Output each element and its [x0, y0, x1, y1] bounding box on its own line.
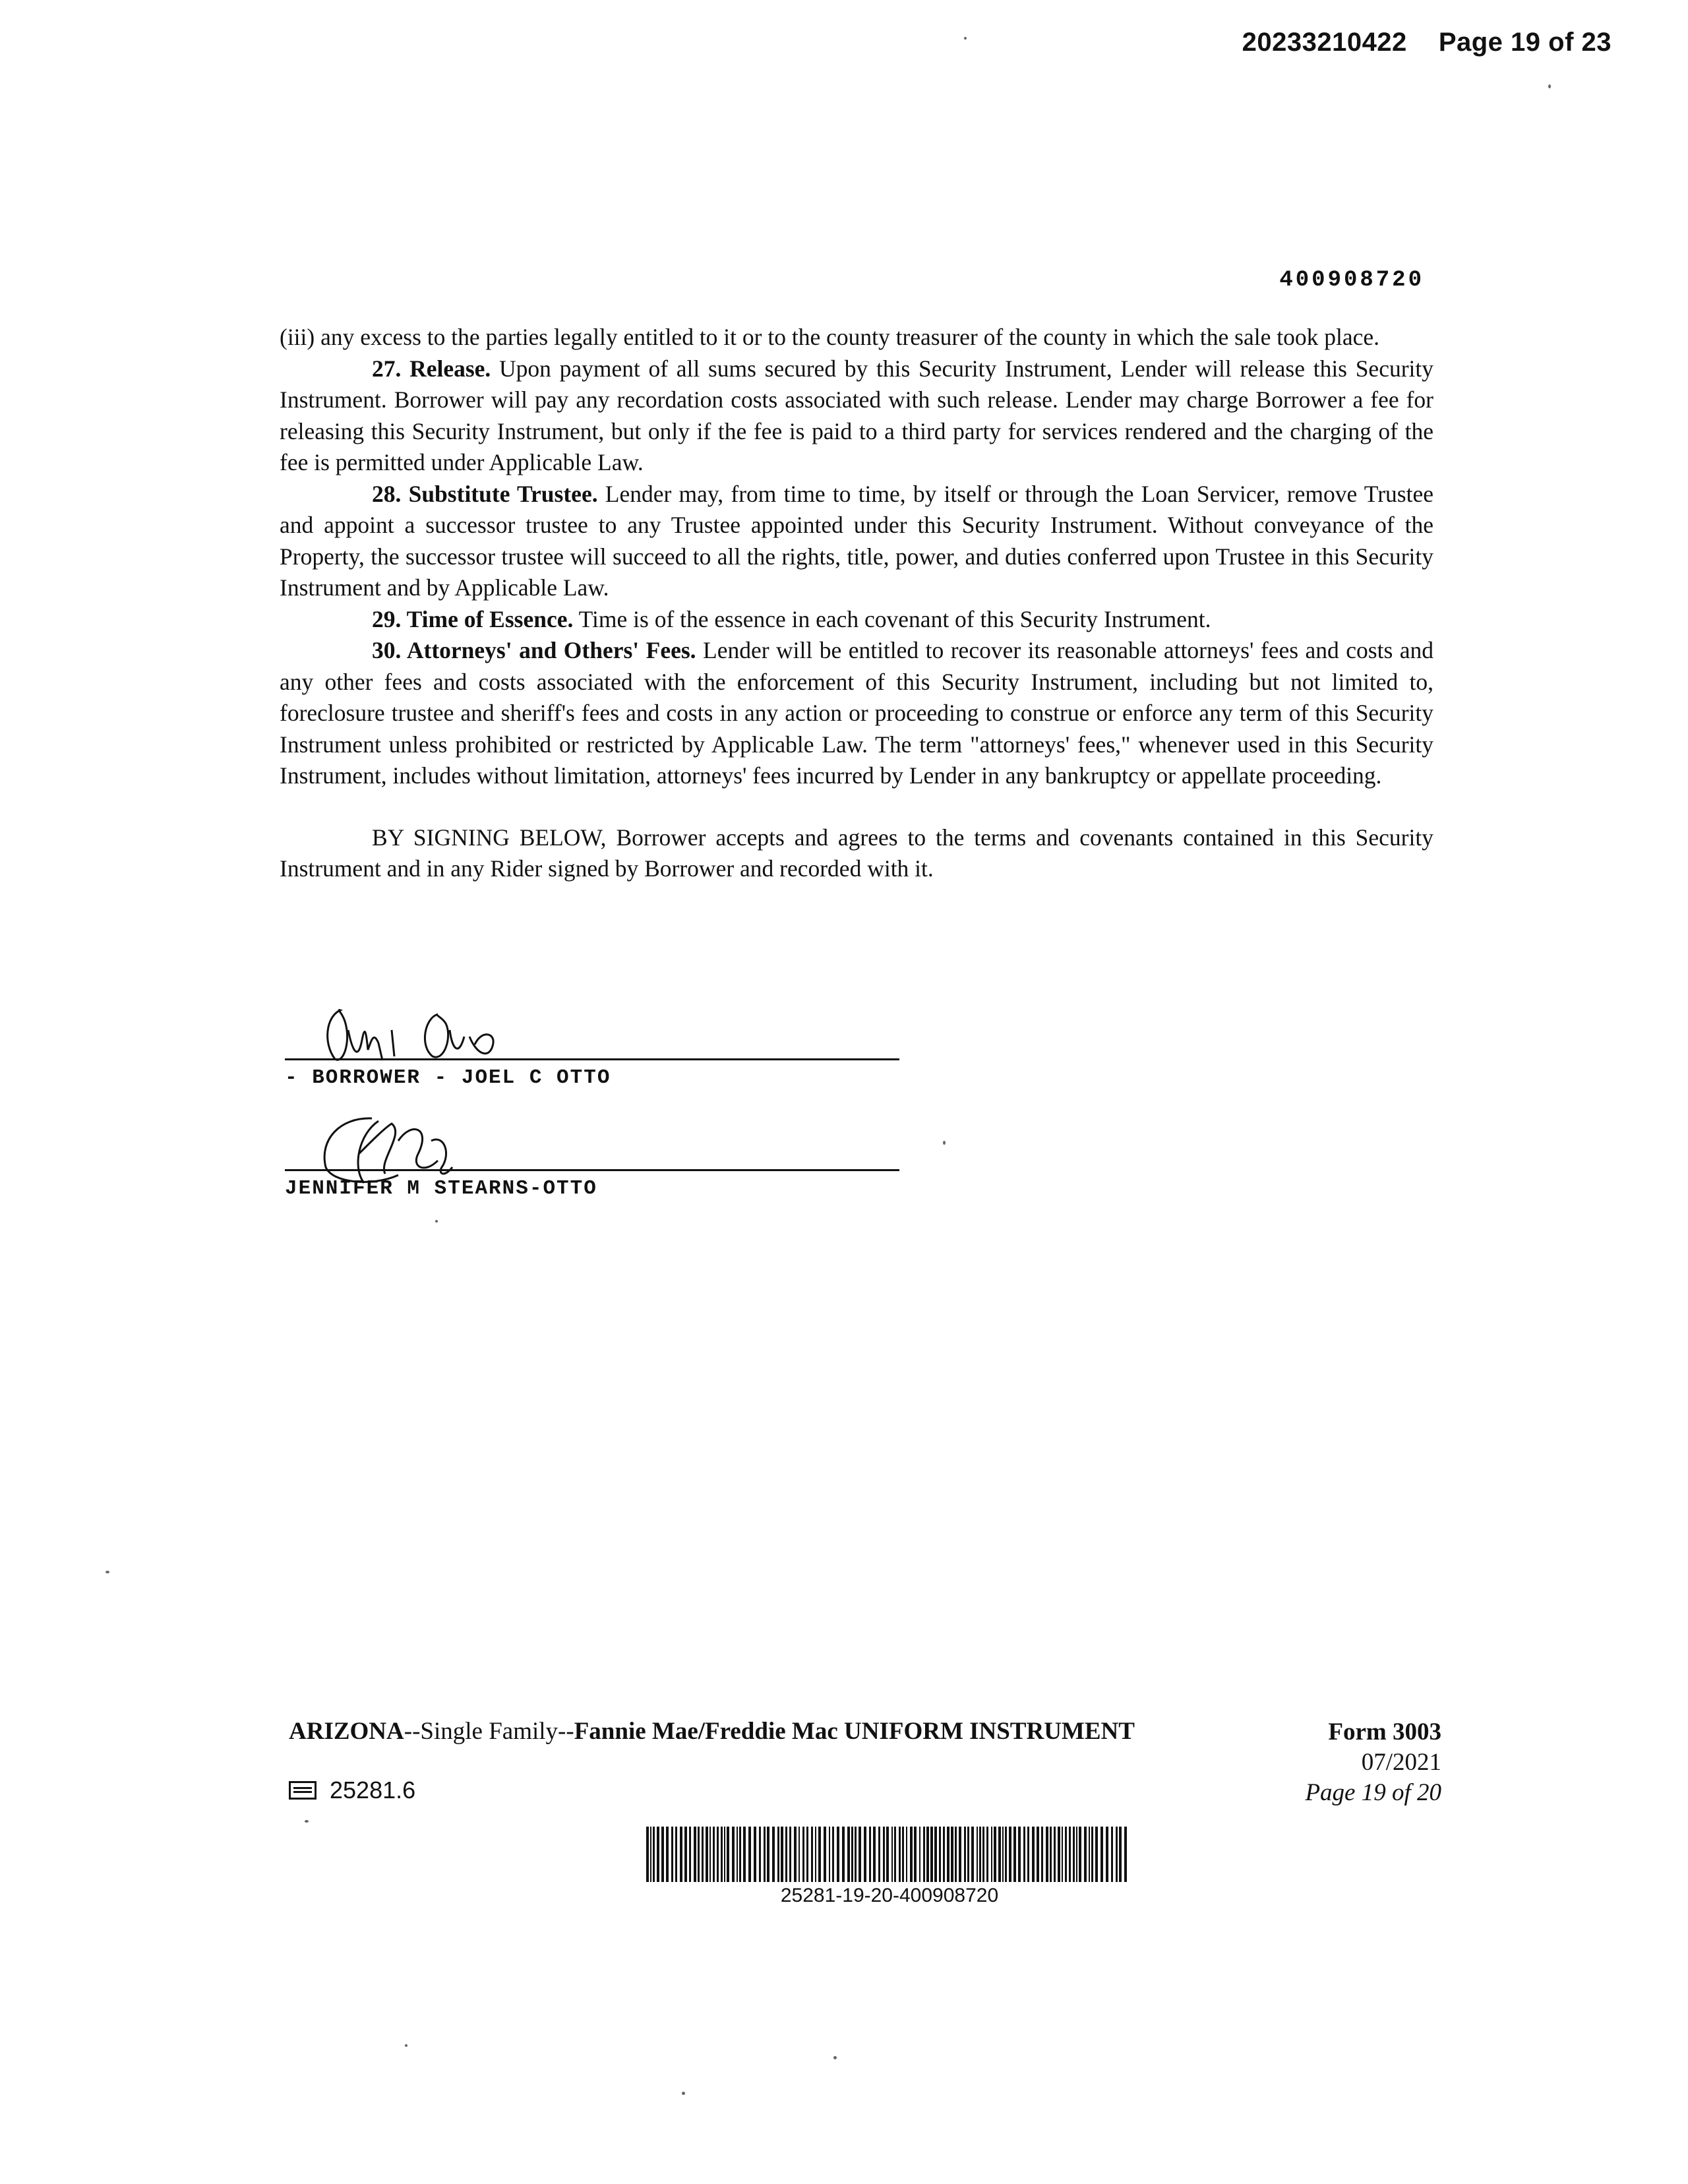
scan-speck	[682, 2092, 685, 2095]
barcode-bar	[1065, 1827, 1067, 1882]
barcode-bar	[698, 1827, 700, 1882]
barcode-bar	[724, 1827, 725, 1882]
barcode-bar	[1018, 1827, 1021, 1882]
signature-line	[285, 1169, 899, 1171]
barcode-bar	[785, 1827, 787, 1882]
barcode-bar	[906, 1827, 907, 1882]
vendor-code: 25281.6	[330, 1776, 416, 1804]
barcode-bar	[883, 1827, 885, 1882]
barcode-bar	[919, 1827, 920, 1882]
barcode-bar	[1054, 1827, 1056, 1882]
barcode-bar	[1111, 1827, 1113, 1882]
barcode-bar	[943, 1827, 945, 1882]
recording-page-label: Page 19 of 23	[1438, 28, 1612, 57]
barcode-bar	[737, 1827, 738, 1882]
barcode-bar	[1076, 1827, 1077, 1882]
barcode-bar	[772, 1827, 775, 1882]
section-29	[280, 604, 1433, 636]
barcode-bar	[794, 1827, 797, 1882]
section-heading: 27. Release.	[372, 355, 491, 382]
barcode-bar	[971, 1827, 974, 1882]
barcode-bar	[894, 1827, 896, 1882]
barcode-image	[646, 1827, 1133, 1882]
barcode-bar	[806, 1827, 808, 1882]
barcode-bar	[914, 1827, 917, 1882]
form-title	[289, 1717, 1135, 1745]
barcode-bar	[1100, 1827, 1103, 1882]
barcode-bar	[759, 1827, 761, 1882]
barcode-bar	[748, 1827, 751, 1882]
barcode-bar	[1005, 1827, 1007, 1882]
form-state: ARIZONA	[289, 1718, 404, 1745]
barcode-bar	[930, 1827, 933, 1882]
co-borrower-name: JENNIFER M STEARNS-OTTO	[285, 1177, 597, 1200]
barcode-bar	[1124, 1827, 1127, 1882]
scan-speck	[1548, 84, 1551, 88]
barcode-bar	[732, 1827, 735, 1882]
section-heading: 29. Time of Essence.	[372, 605, 574, 632]
barcode-bar	[1069, 1827, 1071, 1882]
section-text: Time is of the essence in each covenant of this Security Instrument.	[573, 605, 1211, 632]
barcode-bar	[1037, 1827, 1039, 1882]
barcode-bar	[959, 1827, 961, 1882]
barcode-bar	[1009, 1827, 1011, 1882]
barcode-bar	[832, 1827, 834, 1882]
co-borrower-signature-image	[280, 1114, 899, 1187]
barcode-bar	[891, 1827, 893, 1882]
barcode-bar	[717, 1827, 719, 1882]
form-instrument: Fannie Mae/Freddie Mac UNIFORM INSTRUMENT	[574, 1718, 1135, 1745]
barcode-bar	[666, 1827, 669, 1882]
barcode-bar	[777, 1827, 779, 1882]
barcode-bar	[964, 1827, 966, 1882]
recording-number: 20233210422	[1242, 28, 1407, 57]
barcode-bar	[851, 1827, 853, 1882]
barcode-bar	[864, 1827, 866, 1882]
barcode-bar	[709, 1827, 711, 1882]
barcode-bar	[650, 1827, 651, 1882]
barcode-bar	[982, 1827, 984, 1882]
scan-speck	[943, 1141, 946, 1145]
barcode-bar	[789, 1827, 791, 1882]
form-info	[1305, 1717, 1441, 1808]
paragraph-continuation: (iii) any excess to the parties legally entitled to it or to the county treasurer of the county in which the sale took place.	[280, 324, 1379, 350]
barcode-bar	[829, 1827, 830, 1882]
scan-speck	[964, 37, 967, 40]
barcode-bar	[869, 1827, 871, 1882]
barcode-bar	[923, 1827, 925, 1882]
form-number: Form 3003	[1328, 1718, 1441, 1745]
barcode-bar	[1119, 1827, 1122, 1882]
borrower-signature-block	[280, 1004, 899, 1089]
barcode-bar	[684, 1827, 687, 1882]
form-page: Page 19 of 20	[1305, 1779, 1441, 1806]
barcode-bar	[727, 1827, 729, 1882]
barcode-bar	[947, 1827, 950, 1882]
barcode-bar	[951, 1827, 953, 1882]
barcode-bar	[694, 1827, 696, 1882]
barcode-bar	[998, 1827, 1001, 1882]
barcode-bar	[847, 1827, 850, 1882]
barcode-bar	[675, 1827, 677, 1882]
barcode-bar	[721, 1827, 723, 1882]
barcode-bar	[1041, 1827, 1043, 1882]
barcode-bar	[899, 1827, 901, 1882]
barcode-bar	[967, 1827, 969, 1882]
barcode-bar	[646, 1827, 649, 1882]
barcode-bar	[689, 1827, 691, 1882]
barcode-bar	[713, 1827, 715, 1882]
vendor-logo-icon	[289, 1781, 316, 1800]
barcode-bar	[767, 1827, 769, 1882]
barcode-bar	[1023, 1827, 1025, 1882]
section-text: Upon payment of all sums secured by this Security Instrument, Lender will release this Security Instrument. Borrower will pay any recordation costs associated with such release. Lender may charge Borrower a fee for releasing this Security Instrument, but only if the fee is paid to a third party for services rendered and the charging of the fee is permitted under Applicable Law.	[280, 355, 1433, 475]
barcode-bar	[781, 1827, 783, 1882]
barcode-bar	[910, 1827, 913, 1882]
co-borrower-signature-block	[280, 1114, 899, 1200]
barcode-bar	[657, 1827, 659, 1882]
barcode-bar	[815, 1827, 816, 1882]
barcode-bar	[1002, 1827, 1004, 1882]
barcode-bar	[653, 1827, 655, 1882]
section-heading: 28. Substitute Trustee.	[372, 480, 598, 507]
barcode-bar	[859, 1827, 861, 1882]
section-text: Lender may, from time to time, by itself or through the Loan Servicer, remove Trustee and appoint a successor trustee to any Trustee appointed under this Security Instrument. Without conveyance of the Property, the successor trustee will succeed to all the rights, title, power, and duties conferred upon Trustee in this Security Instrument and by Applicable Law.	[280, 480, 1433, 601]
barcode-bar	[680, 1827, 682, 1882]
signature-line	[285, 1058, 899, 1060]
barcode-bar	[991, 1827, 992, 1882]
barcode-bar	[926, 1827, 929, 1882]
barcode-bar	[1027, 1827, 1029, 1882]
section-heading: 30. Attorneys' and Others' Fees.	[372, 637, 696, 663]
barcode-bar	[873, 1827, 876, 1882]
barcode-bar	[1095, 1827, 1098, 1882]
recording-header	[1242, 28, 1612, 57]
barcode-bar	[706, 1827, 708, 1882]
borrower-signature-image	[280, 1004, 899, 1063]
barcode-bar	[1058, 1827, 1060, 1882]
barcode-bar	[1084, 1827, 1087, 1882]
vendor-code-line	[289, 1776, 415, 1804]
barcode-bar	[671, 1827, 673, 1882]
barcode-bar	[754, 1827, 756, 1882]
scan-speck	[106, 1571, 109, 1573]
borrower-name: - BORROWER - JOEL C OTTO	[285, 1066, 611, 1089]
barcode-bar	[1089, 1827, 1090, 1882]
barcode-bar	[802, 1827, 804, 1882]
barcode-bar	[886, 1827, 889, 1882]
barcode-bar	[1073, 1827, 1075, 1882]
barcode-bar	[824, 1827, 826, 1882]
barcode-bar	[939, 1827, 941, 1882]
barcode-bar	[977, 1827, 978, 1882]
scan-speck	[305, 1820, 309, 1823]
barcode-bar	[878, 1827, 880, 1882]
scan-speck	[405, 2044, 407, 2047]
barcode-bar	[739, 1827, 741, 1882]
barcode-bar	[661, 1827, 664, 1882]
barcode-bar	[1062, 1827, 1063, 1882]
document-body	[280, 322, 1433, 885]
barcode-bar	[955, 1827, 957, 1882]
barcode-bar	[986, 1827, 988, 1882]
signing-statement: BY SIGNING BELOW, Borrower accepts and agrees to the terms and covenants contained in this Security Instrument and in any Rider signed by Borrower and recorded with it.	[280, 824, 1433, 882]
barcode-bar	[855, 1827, 857, 1882]
barcode-bar	[1050, 1827, 1052, 1882]
loan-number: 400908720	[1279, 268, 1424, 293]
section-27	[280, 353, 1433, 479]
section-text: Lender will be entitled to recover its reasonable attorneys' fees and costs and any other fees and costs associated with the enforcement of this Security Instrument, including but not limited to, foreclosure trustee and sheriff's fees and costs in any action or proceeding to construe or enforce any term of this Security Instrument unless prohibited or restricted by Applicable Law. The term "attorneys' fees," whenever used in this Security Instrument, includes without limitation, attorneys' fees incurred by Lender in any bankruptcy or appellate proceeding.	[280, 637, 1433, 789]
barcode-bar	[837, 1827, 839, 1882]
barcode-number: 25281-19-20-400908720	[780, 1885, 999, 1906]
scan-speck	[435, 1220, 438, 1223]
barcode-bar	[1091, 1827, 1093, 1882]
barcode-bar	[1079, 1827, 1081, 1882]
form-date: 07/2021	[1361, 1749, 1441, 1776]
section-30	[280, 635, 1433, 792]
barcode-bar	[994, 1827, 996, 1882]
form-family-type: --Single Family--	[404, 1718, 574, 1745]
barcode-bar	[811, 1827, 813, 1882]
barcode-bar	[743, 1827, 746, 1882]
barcode-bar	[979, 1827, 981, 1882]
barcode-bar	[842, 1827, 845, 1882]
section-28	[280, 479, 1433, 604]
barcode-bar	[799, 1827, 800, 1882]
barcode-bar	[702, 1827, 704, 1882]
barcode-bar	[1032, 1827, 1035, 1882]
barcode-bar	[934, 1827, 937, 1882]
barcode-bar	[1013, 1827, 1016, 1882]
scan-speck	[833, 2056, 837, 2059]
barcode-bar	[818, 1827, 821, 1882]
barcode-bar	[1106, 1827, 1108, 1882]
barcode-bar	[1116, 1827, 1118, 1882]
barcode-bar	[764, 1827, 766, 1882]
barcode-bar	[1046, 1827, 1048, 1882]
barcode-bar	[902, 1827, 904, 1882]
